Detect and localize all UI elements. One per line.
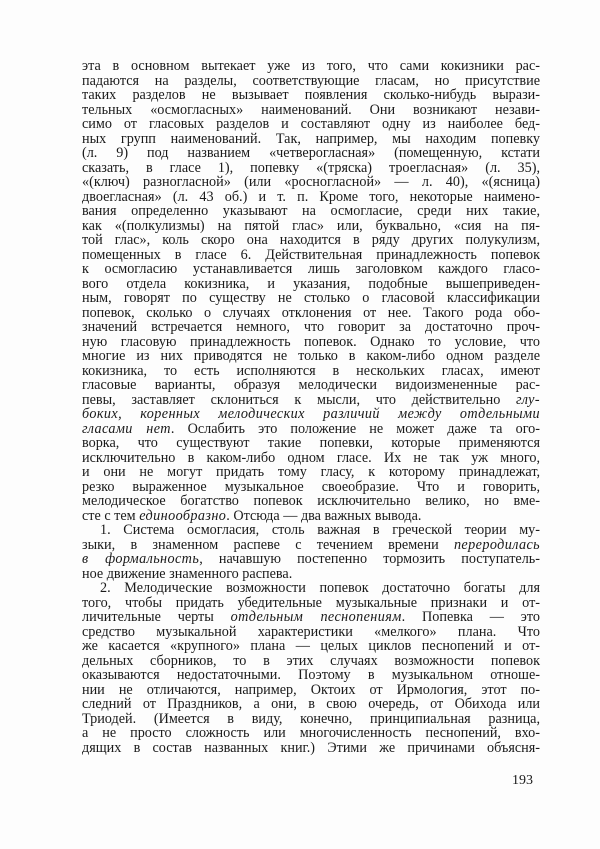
text-segment: многие из них приводятся не только в каком-либо одном разделе	[82, 348, 540, 364]
body-text	[82, 59, 540, 755]
text-line	[82, 117, 540, 132]
text-line	[82, 509, 540, 524]
text-segment: кокизника, то есть исполняются в нескольких гласах, имеют	[82, 362, 540, 379]
text-line	[82, 712, 540, 727]
text-line	[82, 422, 540, 437]
text-line	[82, 291, 540, 306]
text-segment: дящих в состав названных книг.) Этими же причинами объясня-	[82, 739, 540, 756]
text-segment: ных групп наименований. Так, например, мы находим попевку	[82, 130, 540, 147]
text-line	[82, 103, 540, 118]
text-line	[82, 407, 540, 422]
text-line	[82, 146, 540, 161]
text-line	[82, 726, 540, 741]
text-segment: резко выраженное музыкальное своеобразие. Что и говорить,	[82, 478, 540, 495]
text-segment: исключительно в каком-либо одном гласе. Их не так уж много,	[82, 449, 540, 466]
text-line	[82, 654, 540, 669]
text-segment: вания определенно указывают на осмогласие, среди них такие,	[82, 203, 540, 219]
text-segment: попевок, сколько о случаях отклонения от нее. Такого рода обо-	[82, 304, 540, 321]
text-line	[82, 74, 540, 89]
text-line	[82, 219, 540, 234]
italic-text: в формальность	[82, 551, 200, 567]
text-line	[82, 480, 540, 495]
text-segment: ным, говорят по существу не столько о гласовой классификации	[82, 290, 540, 306]
text-line	[82, 610, 540, 625]
text-line	[82, 552, 540, 567]
text-segment: той глас», коль скоро она находится в ряду других полукулизм,	[82, 232, 540, 248]
text-segment: нии не отличаются, например, Октоих от Ирмология, этот по-	[82, 681, 540, 698]
text-segment: эта в основном вытекает уже из того, что сами кокизники рас-	[82, 58, 540, 74]
italic-text: единообразно	[139, 507, 227, 524]
text-segment: гласовые варианты, образуя мелодически видоизмененные рас-	[82, 377, 540, 393]
italic-text: отдельным песнопениям	[230, 609, 402, 625]
text-segment: , начавшую постепенно тормозить поступатель-	[199, 551, 540, 567]
text-line	[82, 451, 540, 466]
text-segment: а не просто сложность или многочисленность песнопений, вхо-	[82, 725, 540, 741]
text-line	[82, 378, 540, 393]
text-segment: оказываются недостаточными. Поэтому в музыкальном отноше-	[82, 667, 540, 683]
text-segment: певы, заставляет склониться к мысли, что действительно	[82, 391, 517, 408]
text-segment: Триодей. (Имеется в виду, конечно, принципиальная разница,	[82, 710, 540, 727]
text-line	[82, 306, 540, 321]
text-line	[82, 393, 540, 408]
text-segment: как «(полкулизмы) на пятой глас» или, буквально, «сия на пя-	[82, 217, 540, 234]
text-segment: помещенных в гласе 6. Действительная принадлежность попевок	[82, 246, 540, 263]
text-segment: мелодическое богатство попевок исключительно велико, но вме-	[82, 493, 540, 509]
text-segment: ворка, что существуют такие попевки, которые применяются	[82, 435, 540, 451]
text-line	[82, 741, 540, 756]
text-line	[82, 523, 540, 538]
text-segment: сказать, в гласе 1), попевку «(тряска) троегласная» (л. 35),	[82, 159, 540, 176]
text-segment: значений встречается немного, что говорит за достаточно проч-	[82, 319, 540, 335]
text-line	[82, 349, 540, 364]
text-segment: следний от Праздников, а они, в свою очередь, от Обихода или	[82, 696, 540, 712]
text-line	[82, 88, 540, 103]
text-line	[82, 204, 540, 219]
text-line	[82, 277, 540, 292]
text-line	[82, 494, 540, 509]
text-segment: личительные черты	[82, 609, 231, 625]
text-segment: (л. 9) под названием «четверогласная» (помещенную, кстати	[82, 145, 540, 161]
text-segment: дельных сборников, то в этих случаях возможности попевок	[82, 652, 540, 669]
text-line	[82, 364, 540, 379]
text-segment: сте с тем	[82, 507, 140, 524]
text-line	[82, 683, 540, 698]
text-line	[82, 697, 540, 712]
text-line	[82, 320, 540, 335]
text-line	[82, 436, 540, 451]
text-segment: «(ключ) разногласной» (или «росногласной» — л. 40), «(ясница)	[82, 174, 540, 190]
text-segment: падаются на разделы, соответствующие гласам, но присутствие	[82, 72, 540, 89]
text-line	[82, 596, 540, 611]
italic-text: боких, коренных мелодических различий между отдельными	[82, 406, 540, 422]
text-segment: тельных «осмогласных» наименований. Они возникают незави-	[82, 101, 540, 118]
text-segment: 1. Система осмогласия, столь важная в греческой теории му-	[100, 522, 540, 538]
text-segment: и они не могут придать тому гласу, к которому принадлежат,	[82, 464, 540, 480]
text-segment: 2. Мелодические возможности попевок достаточно богаты для	[100, 580, 540, 596]
text-segment: к осмогласию устанавливается лишь заголовком каждого гласо-	[82, 261, 540, 277]
text-segment: того, чтобы придать убедительные музыкальные признаки и от-	[82, 594, 540, 611]
italic-text: переродилась	[453, 536, 540, 553]
text-segment: . Ослабить это положение не может даже та ого-	[170, 420, 540, 437]
text-line	[82, 335, 540, 350]
text-segment: двоегласная» (л. 43 об.) и т. п. Кроме того, некоторые наимено-	[82, 188, 540, 205]
text-line	[82, 465, 540, 480]
italic-text: глу-	[516, 391, 540, 408]
text-segment: . Попевка — это	[401, 609, 540, 625]
text-line	[82, 625, 540, 640]
text-line	[82, 248, 540, 263]
text-segment: зыки, в знаменном распеве с течением времени	[82, 536, 454, 553]
text-segment: симо от гласовых разделов и составляют одну из наиболее бед-	[82, 116, 540, 132]
text-line	[82, 567, 540, 582]
text-line	[82, 581, 540, 596]
text-line	[82, 132, 540, 147]
text-line	[82, 175, 540, 190]
text-line	[82, 190, 540, 205]
text-line	[82, 668, 540, 683]
text-segment: таких разделов не вызывает появления сколько-нибудь вырази-	[82, 87, 540, 103]
text-segment: ную гласовую принадлежность попевок. Однако то условие, что	[82, 333, 540, 350]
italic-text: гласами нет	[82, 420, 171, 437]
text-line	[82, 262, 540, 277]
text-segment: вого отдела кокизника, и указания, подобные вышеприведен-	[82, 275, 540, 292]
text-line	[82, 639, 540, 654]
text-segment: . Отсюда — два важных вывода.	[226, 507, 422, 524]
text-line	[82, 233, 540, 248]
text-segment: средство музыкальной характеристики «мелкого» плана. Что	[82, 623, 540, 640]
page-number: 193	[512, 773, 533, 788]
text-line	[82, 538, 540, 553]
text-segment: ное движение знаменного распева.	[82, 565, 293, 582]
text-segment: же касается «крупного» плана — целых циклов песнопений и от-	[82, 638, 540, 654]
text-line	[82, 59, 540, 74]
text-line	[82, 161, 540, 176]
